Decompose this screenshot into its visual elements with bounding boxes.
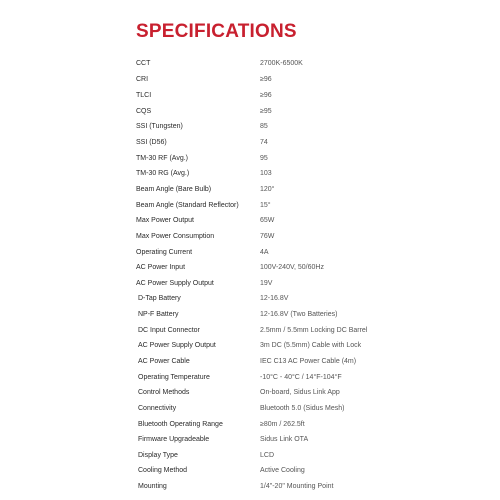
spec-label: SSI (D56) xyxy=(136,139,167,146)
spec-row xyxy=(0,200,500,212)
spec-value: 4A xyxy=(260,249,269,256)
spec-label: Connectivity xyxy=(138,405,177,412)
spec-label: AC Power Input xyxy=(136,264,186,271)
spec-row xyxy=(0,481,500,493)
spec-label: Firmware Upgradeable xyxy=(138,436,210,443)
spec-row xyxy=(0,465,500,477)
spec-row xyxy=(0,168,500,180)
spec-label: Bluetooth Operating Range xyxy=(138,421,223,428)
spec-value: Active Cooling xyxy=(260,467,305,474)
spec-label: DC Input Connector xyxy=(138,327,200,334)
spec-value: 74 xyxy=(260,139,268,146)
spec-label: NP-F Battery xyxy=(138,311,179,318)
spec-label: CRI xyxy=(136,76,149,83)
spec-value: LCD xyxy=(260,452,275,459)
spec-label: Operating Temperature xyxy=(138,374,210,381)
spec-value: 120° xyxy=(260,186,275,193)
spec-value: 103 xyxy=(260,170,272,177)
spec-row xyxy=(0,278,500,290)
spec-value: ≥95 xyxy=(260,108,272,115)
spec-label: Beam Angle (Bare Bulb) xyxy=(136,186,212,193)
spec-value: 100V-240V, 50/60Hz xyxy=(260,264,324,271)
spec-row xyxy=(0,262,500,274)
spec-value: ≥80m / 262.5ft xyxy=(260,421,305,428)
spec-row xyxy=(0,74,500,86)
spec-value: IEC C13 AC Power Cable (4m) xyxy=(260,358,357,365)
spec-value: 2700K-6500K xyxy=(260,60,303,67)
spec-label: D-Tap Battery xyxy=(138,295,181,302)
spec-label: CCT xyxy=(136,60,151,67)
spec-row xyxy=(0,293,500,305)
spec-value: Bluetooth 5.0 (Sidus Mesh) xyxy=(260,405,345,412)
spec-row xyxy=(0,387,500,399)
spec-label: CQS xyxy=(136,108,152,115)
spec-row xyxy=(0,372,500,384)
spec-value: 12-16.8V xyxy=(260,295,289,302)
spec-label: Max Power Output xyxy=(136,217,194,224)
spec-value: 1/4"-20" Mounting Point xyxy=(260,483,334,490)
spec-value: 2.5mm / 5.5mm Locking DC Barrel xyxy=(260,327,368,334)
spec-row xyxy=(0,309,500,321)
spec-label: SSI (Tungsten) xyxy=(136,123,183,130)
spec-row xyxy=(0,419,500,431)
spec-row xyxy=(0,153,500,165)
spec-value: 76W xyxy=(260,233,275,240)
spec-row xyxy=(0,106,500,118)
spec-value: 12-16.8V (Two Batteries) xyxy=(260,311,338,318)
spec-value: 65W xyxy=(260,217,275,224)
spec-label: TM-30 RF (Avg.) xyxy=(136,155,188,162)
spec-row xyxy=(0,137,500,149)
spec-row xyxy=(0,450,500,462)
spec-label: TM-30 RG (Avg.) xyxy=(136,170,190,177)
spec-value: Sidus Link OTA xyxy=(260,436,309,443)
spec-row xyxy=(0,90,500,102)
spec-label: Operating Current xyxy=(136,249,193,256)
spec-row xyxy=(0,325,500,337)
spec-row xyxy=(0,356,500,368)
spec-row xyxy=(0,403,500,415)
spec-label: AC Power Supply Output xyxy=(136,280,214,287)
spec-row xyxy=(0,340,500,352)
spec-value: 3m DC (5.5mm) Cable with Lock xyxy=(260,342,362,349)
spec-label: TLCI xyxy=(136,92,152,99)
spec-value: ≥96 xyxy=(260,92,272,99)
spec-value: On-board, Sidus Link App xyxy=(260,389,340,396)
spec-value: ≥96 xyxy=(260,76,272,83)
spec-label: AC Power Cable xyxy=(138,358,190,365)
spec-label: Mounting xyxy=(138,483,167,490)
spec-label: Max Power Consumption xyxy=(136,233,215,240)
spec-value: -10°C - 40°C / 14°F-104°F xyxy=(260,374,342,381)
spec-value: 85 xyxy=(260,123,268,130)
spec-row xyxy=(0,121,500,133)
spec-value: 19V xyxy=(260,280,273,287)
spec-row xyxy=(0,231,500,243)
spec-row xyxy=(0,247,500,259)
spec-row xyxy=(0,434,500,446)
spec-label: Beam Angle (Standard Reflector) xyxy=(136,202,239,209)
spec-row xyxy=(0,184,500,196)
spec-label: Control Methods xyxy=(138,389,190,396)
spec-label: Cooling Method xyxy=(138,467,188,474)
spec-value: 95 xyxy=(260,155,268,162)
page-title: SPECIFICATIONS xyxy=(136,21,297,42)
spec-row xyxy=(0,215,500,227)
spec-label: Display Type xyxy=(138,452,178,459)
spec-value: 15° xyxy=(260,202,271,209)
spec-row xyxy=(0,58,500,70)
spec-label: AC Power Supply Output xyxy=(138,342,216,349)
